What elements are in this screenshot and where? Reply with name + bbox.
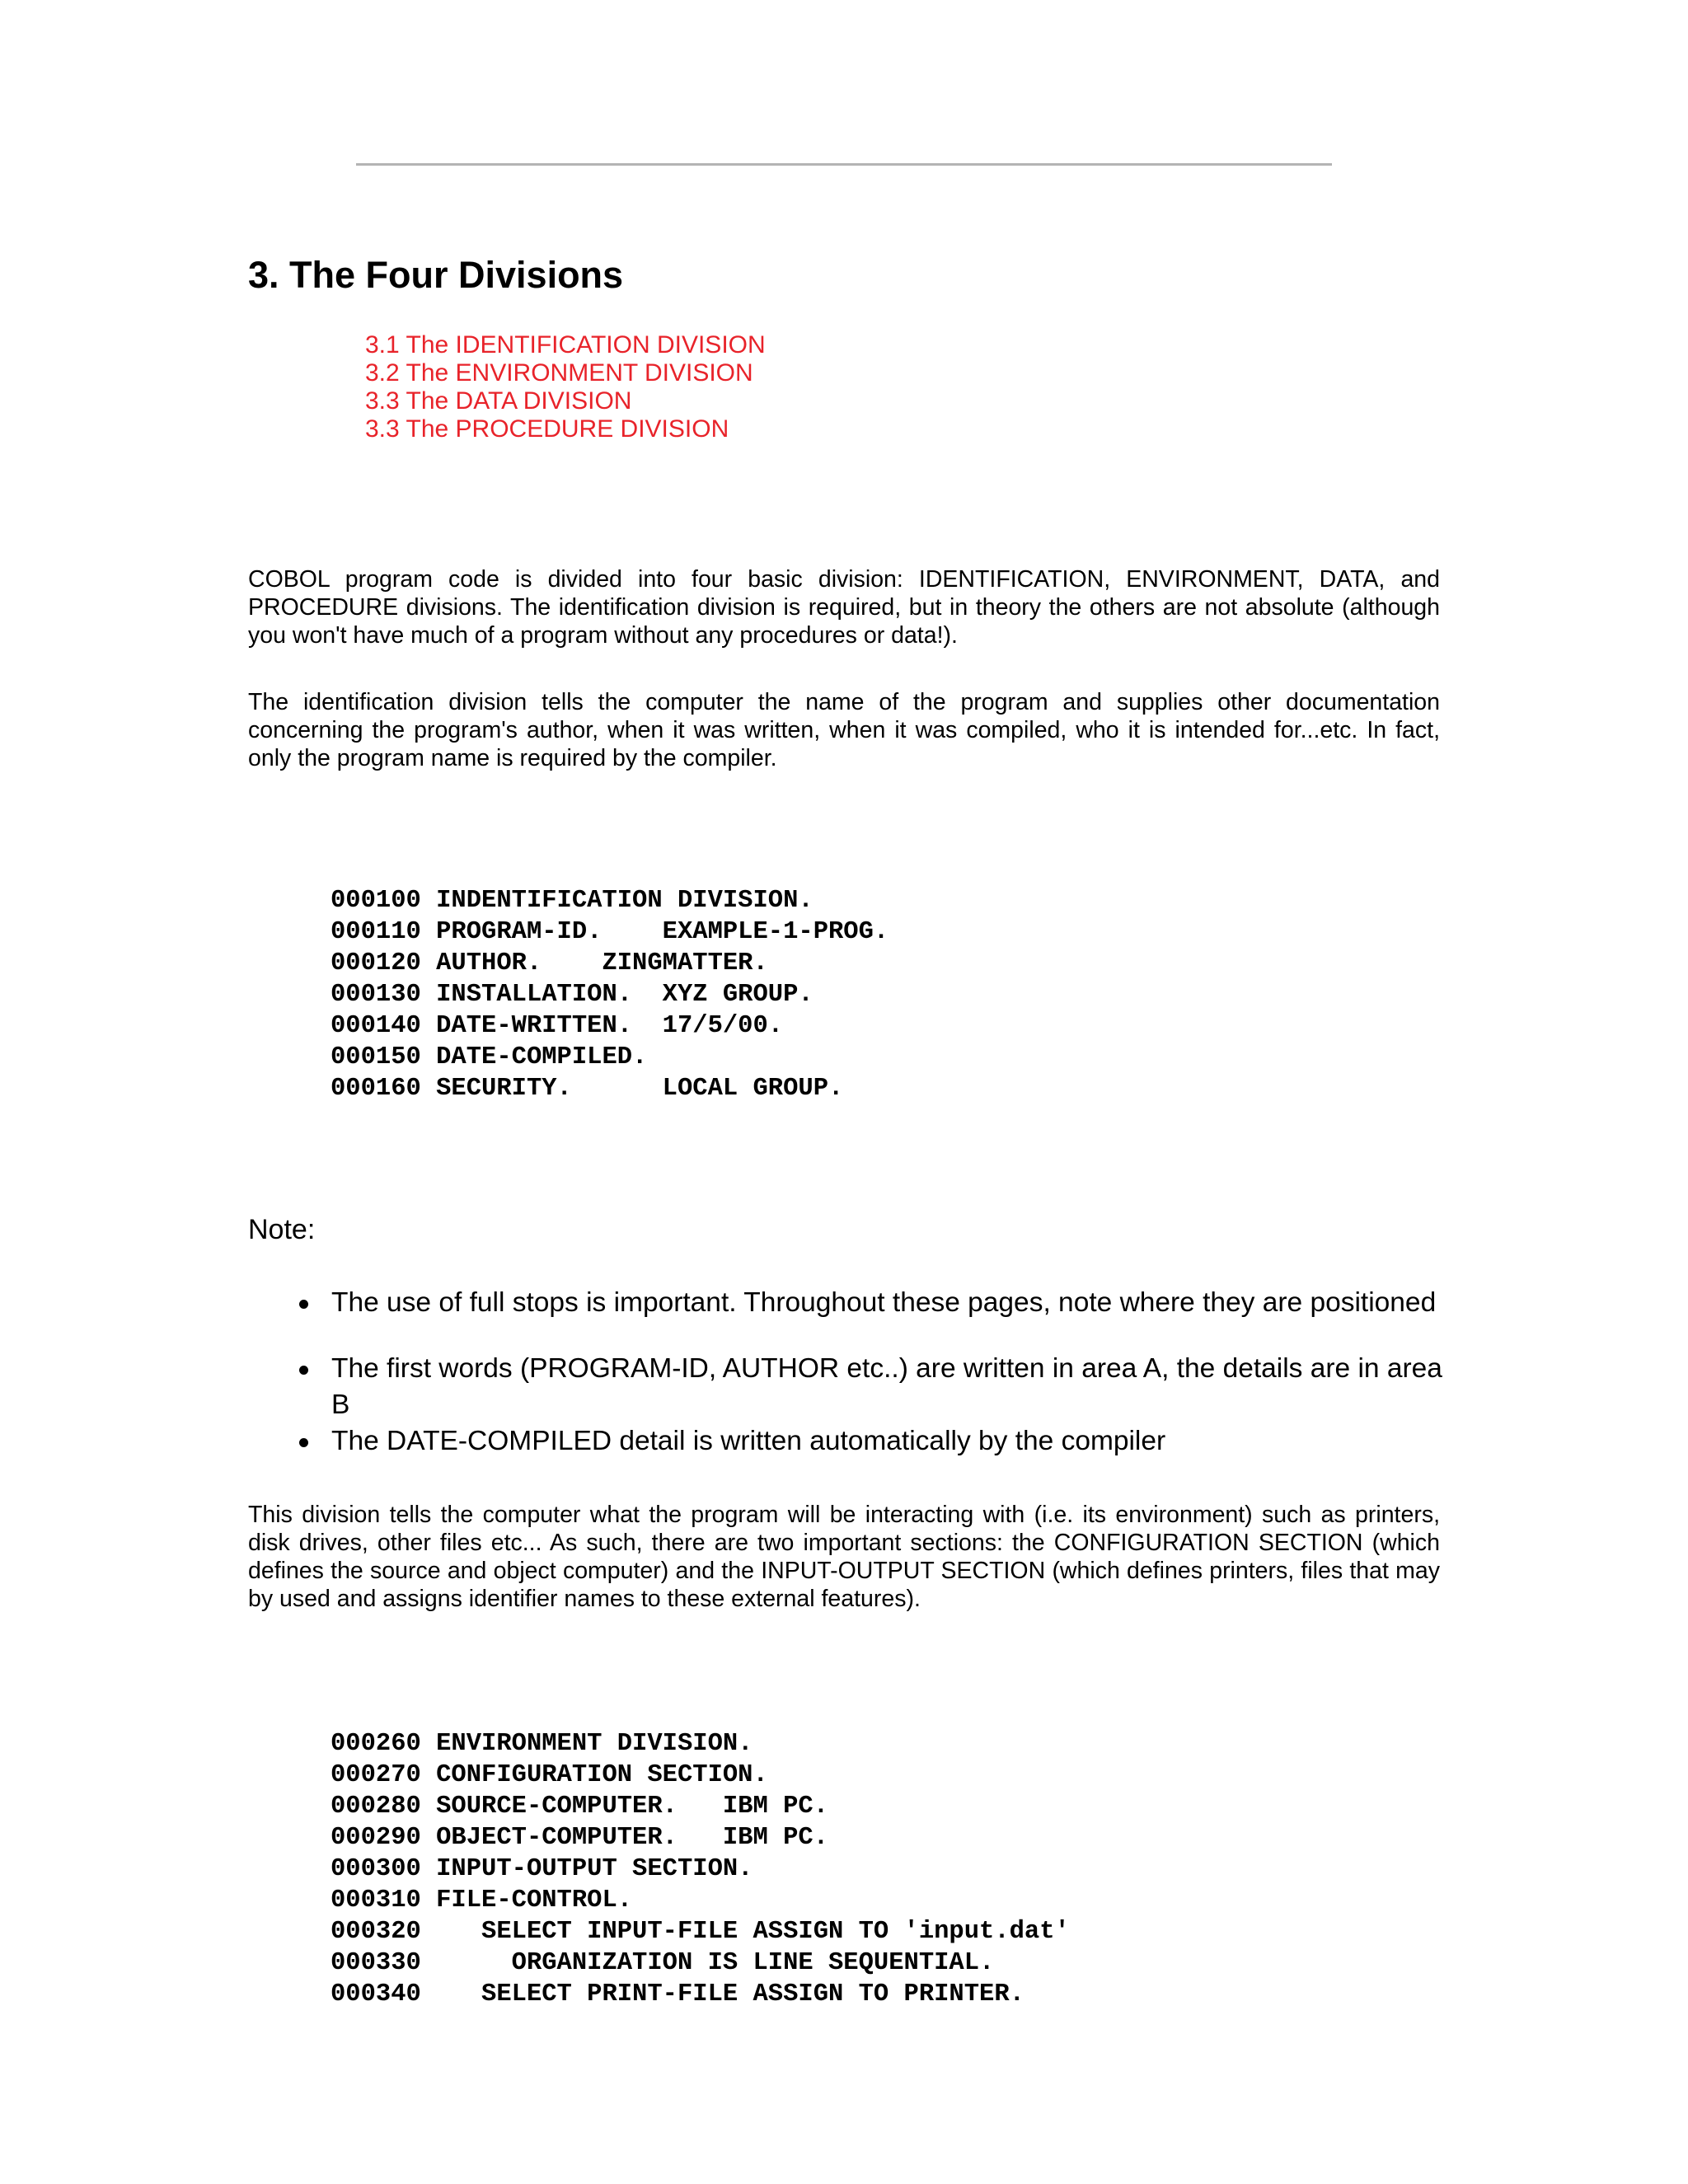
- code-line: 000120 AUTHOR. ZINGMATTER.: [331, 949, 768, 977]
- top-horizontal-rule: [356, 163, 1332, 166]
- toc-link-identification[interactable]: 3.1 The IDENTIFICATION DIVISION: [365, 331, 766, 359]
- intro-paragraph: COBOL program code is divided into four basic division: IDENTIFICATION, ENVIRONMENT, DATA, and PROCEDURE divisions. The identification division is required, but in theory the others are not absolute (although you won't have much of a program without any procedures or data!).: [248, 566, 1440, 649]
- note-item-text: The use of full stops is important. Throughout these pages, note where they are positioned: [331, 1287, 1437, 1318]
- page-title: 3. The Four Divisions: [248, 254, 624, 296]
- code-line: 000260 ENVIRONMENT DIVISION.: [331, 1730, 753, 1758]
- code-line: 000290 OBJECT-COMPUTER. IBM PC.: [331, 1824, 828, 1852]
- code-line: 000110 PROGRAM-ID. EXAMPLE-1-PROG.: [331, 918, 889, 946]
- note-item-text: The DATE-COMPILED detail is written automatically by the compiler: [331, 1426, 1166, 1456]
- code-line: 000160 SECURITY. LOCAL GROUP.: [331, 1075, 844, 1103]
- toc-item: [365, 415, 766, 443]
- note-item: [297, 1423, 1467, 1460]
- note-item: [297, 1351, 1467, 1423]
- code-line: 000270 CONFIGURATION SECTION.: [331, 1761, 768, 1789]
- toc-item: [365, 331, 766, 359]
- identification-paragraph: The identification division tells the computer the name of the program and supplies other documentation concerning the program's author, when it was written, when it was compiled, who it is intended for...etc. In fact, only the program name is required by the compiler.: [248, 689, 1440, 771]
- note-list: [297, 1285, 1467, 1460]
- code-line: 000140 DATE-WRITTEN. 17/5/00.: [331, 1012, 784, 1040]
- toc-link-environment[interactable]: 3.2 The ENVIRONMENT DIVISION: [365, 359, 753, 387]
- note-item: [297, 1285, 1467, 1321]
- table-of-contents: [365, 331, 766, 443]
- toc-link-procedure[interactable]: 3.3 The PROCEDURE DIVISION: [365, 415, 729, 443]
- toc-item: [365, 359, 766, 387]
- identification-code-block: [331, 885, 889, 1104]
- bullet-icon: [299, 1366, 308, 1375]
- code-line: 000300 INPUT-OUTPUT SECTION.: [331, 1855, 753, 1883]
- code-line: 000310 FILE-CONTROL.: [331, 1886, 633, 1915]
- note-item-text: The first words (PROGRAM-ID, AUTHOR etc..) are written in area A, the details are in area B: [331, 1353, 1442, 1420]
- code-line: 000280 SOURCE-COMPUTER. IBM PC.: [331, 1793, 828, 1821]
- environment-paragraph: This division tells the computer what the program will be interacting with (i.e. its environment) such as printers, disk drives, other files etc... As such, there are two important sections: the CONFIGURATION SECTION (which defines the source and object computer) and the INPUT-OUTPUT SECTION (which defines printers, files that may by used and assigns identifier names to these external features).: [248, 1502, 1440, 1612]
- environment-code-block: [331, 1728, 1070, 2010]
- code-line: 000130 INSTALLATION. XYZ GROUP.: [331, 981, 814, 1009]
- code-line: 000340 SELECT PRINT-FILE ASSIGN TO PRINTER.: [331, 1980, 1025, 2008]
- code-line: 000330 ORGANIZATION IS LINE SEQUENTIAL.: [331, 1949, 995, 1977]
- note-label: Note:: [248, 1214, 316, 1245]
- toc-item: [365, 387, 766, 415]
- toc-link-data[interactable]: 3.3 The DATA DIVISION: [365, 387, 632, 415]
- bullet-icon: [299, 1438, 308, 1447]
- code-line: 000100 INDENTIFICATION DIVISION.: [331, 887, 814, 915]
- bullet-icon: [299, 1300, 308, 1309]
- code-line: 000150 DATE-COMPILED.: [331, 1043, 648, 1071]
- code-line: 000320 SELECT INPUT-FILE ASSIGN TO 'input.dat': [331, 1918, 1070, 1946]
